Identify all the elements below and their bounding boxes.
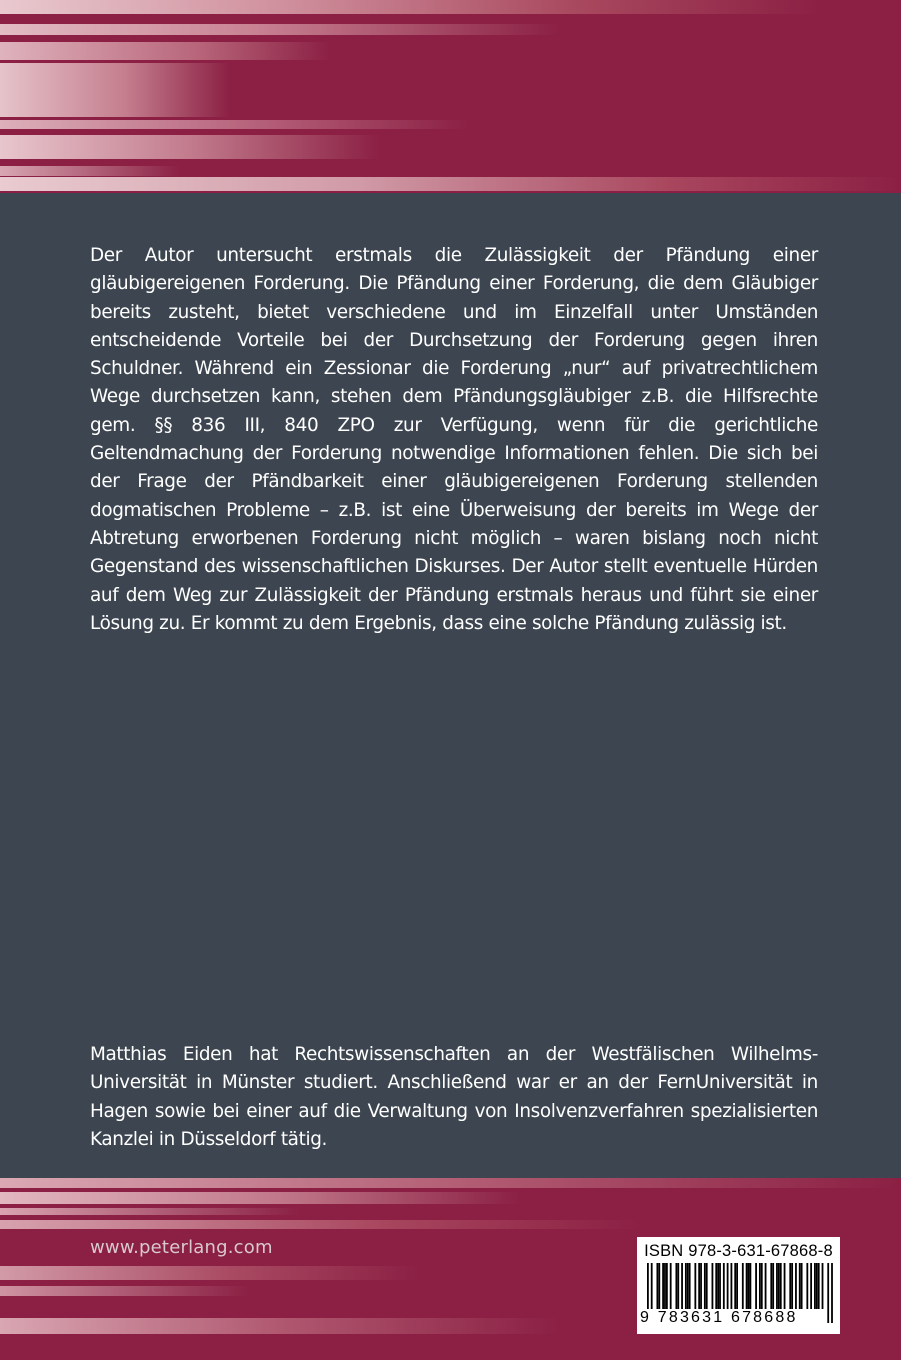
barcode-bar [666, 1263, 668, 1309]
barcode-bar [723, 1263, 725, 1309]
barcode-bar [685, 1263, 687, 1309]
top-decorative-band [0, 0, 901, 193]
barcode-bar [706, 1263, 708, 1309]
barcode-bar [761, 1263, 763, 1309]
barcode-bar [778, 1263, 780, 1309]
barcode-bar [816, 1263, 818, 1309]
barcode-bar [791, 1263, 793, 1309]
barcode-bar [704, 1263, 706, 1309]
isbn-label: ISBN 978-3-631-67868-8 [644, 1242, 833, 1260]
barcode-bar [742, 1263, 744, 1309]
barcode-bar [801, 1263, 803, 1309]
book-blurb: Der Autor untersucht erstmals die Zulässigkeit der Pfändung einer gläubigereigenen Forderung. Die Pfändung einer Forderung, die dem Gläubiger bereits zusteht, bietet verschiedene und im Einzelfall unter Umständen entscheidende Vorteile bei der Durchsetzung der Forderung gegen ihren Schuldner. Während ein Zessionar die Forderung „nur“ auf privatrechtlichem Wege durchsetzen kann, stehen dem Pfändungsgläubiger z.B. die Hilfsrechte gem. §§ 836 III, 840 ZPO zur Verfügung, wenn für die gerichtliche Geltendmachung der Forderung notwendige Informationen fehlen. Die sich bei der Frage der Pfändbarkeit einer gläubigereigenen Forderung stellenden dogmatischen Probleme – z.B. ist eine Überweisung der bereits im Wege der Abtretung erworbenen Forderung nicht möglich – waren bislang noch nicht Gegenstand des wissenschaftlichen Diskurses. Der Autor stellt eventuelle Hürden auf dem Weg zur Zulässigkeit der Pfändung erstmals heraus und führt sie einer Lösung zu. Er kommt zu dem Ergebnis, dass eine solche Pfändung zulässig ist. [90, 245, 818, 634]
barcode-bar [765, 1263, 767, 1309]
barcode-bar [810, 1263, 812, 1309]
barcode-bar [700, 1263, 702, 1309]
barcode-bar [712, 1263, 714, 1309]
barcode-bar [675, 1263, 677, 1309]
barcode-bar [799, 1263, 801, 1309]
barcode-bar [755, 1263, 757, 1309]
barcode-bar [822, 1263, 824, 1309]
barcode-bar [698, 1263, 700, 1309]
barcode-bar [681, 1263, 683, 1309]
barcode-bar [662, 1263, 664, 1309]
barcode-bar [687, 1263, 689, 1309]
barcode-bar [818, 1263, 820, 1309]
barcode-bar [748, 1263, 750, 1309]
barcode-bar [749, 1263, 751, 1309]
barcode-bar [746, 1263, 748, 1309]
barcode-bar [806, 1263, 808, 1309]
publisher-url: www.peterlang.com [90, 1237, 273, 1258]
barcode-bar [814, 1263, 816, 1309]
barcode-bar [670, 1263, 672, 1309]
author-bio: Matthias Eiden hat Rechtswissenschaften an der Westfälischen Wilhelms-Universität in Münster studiert. Anschließend war er an der FernUniversität in Hagen sowie bei einer auf die Verwaltung von Insolvenzverfahren spezialisierten Kanzlei in Düsseldorf tätig. [90, 1044, 818, 1150]
barcode-bar [780, 1263, 782, 1309]
barcode-bar [719, 1263, 721, 1309]
barcode-bar [731, 1263, 733, 1309]
barcode-bar [677, 1263, 679, 1309]
barcode-bar [658, 1263, 660, 1309]
barcode-bar [770, 1263, 772, 1309]
barcode-bar [715, 1263, 717, 1309]
barcode-bar [656, 1263, 658, 1309]
barcode-bar [727, 1263, 729, 1309]
barcode-bar [784, 1263, 786, 1309]
barcode-digits: 9 783631 678688 [640, 1309, 798, 1326]
barcode-bar [776, 1263, 778, 1309]
barcode-bar [789, 1263, 791, 1309]
barcode-bar [689, 1263, 691, 1309]
barcode-bar [694, 1263, 696, 1309]
isbn-barcode [637, 1237, 840, 1334]
barcode-bar [664, 1263, 666, 1309]
barcode-bar [717, 1263, 719, 1309]
barcode-bar [759, 1263, 761, 1309]
barcode-bar [772, 1263, 774, 1309]
barcode-bar [795, 1263, 797, 1309]
